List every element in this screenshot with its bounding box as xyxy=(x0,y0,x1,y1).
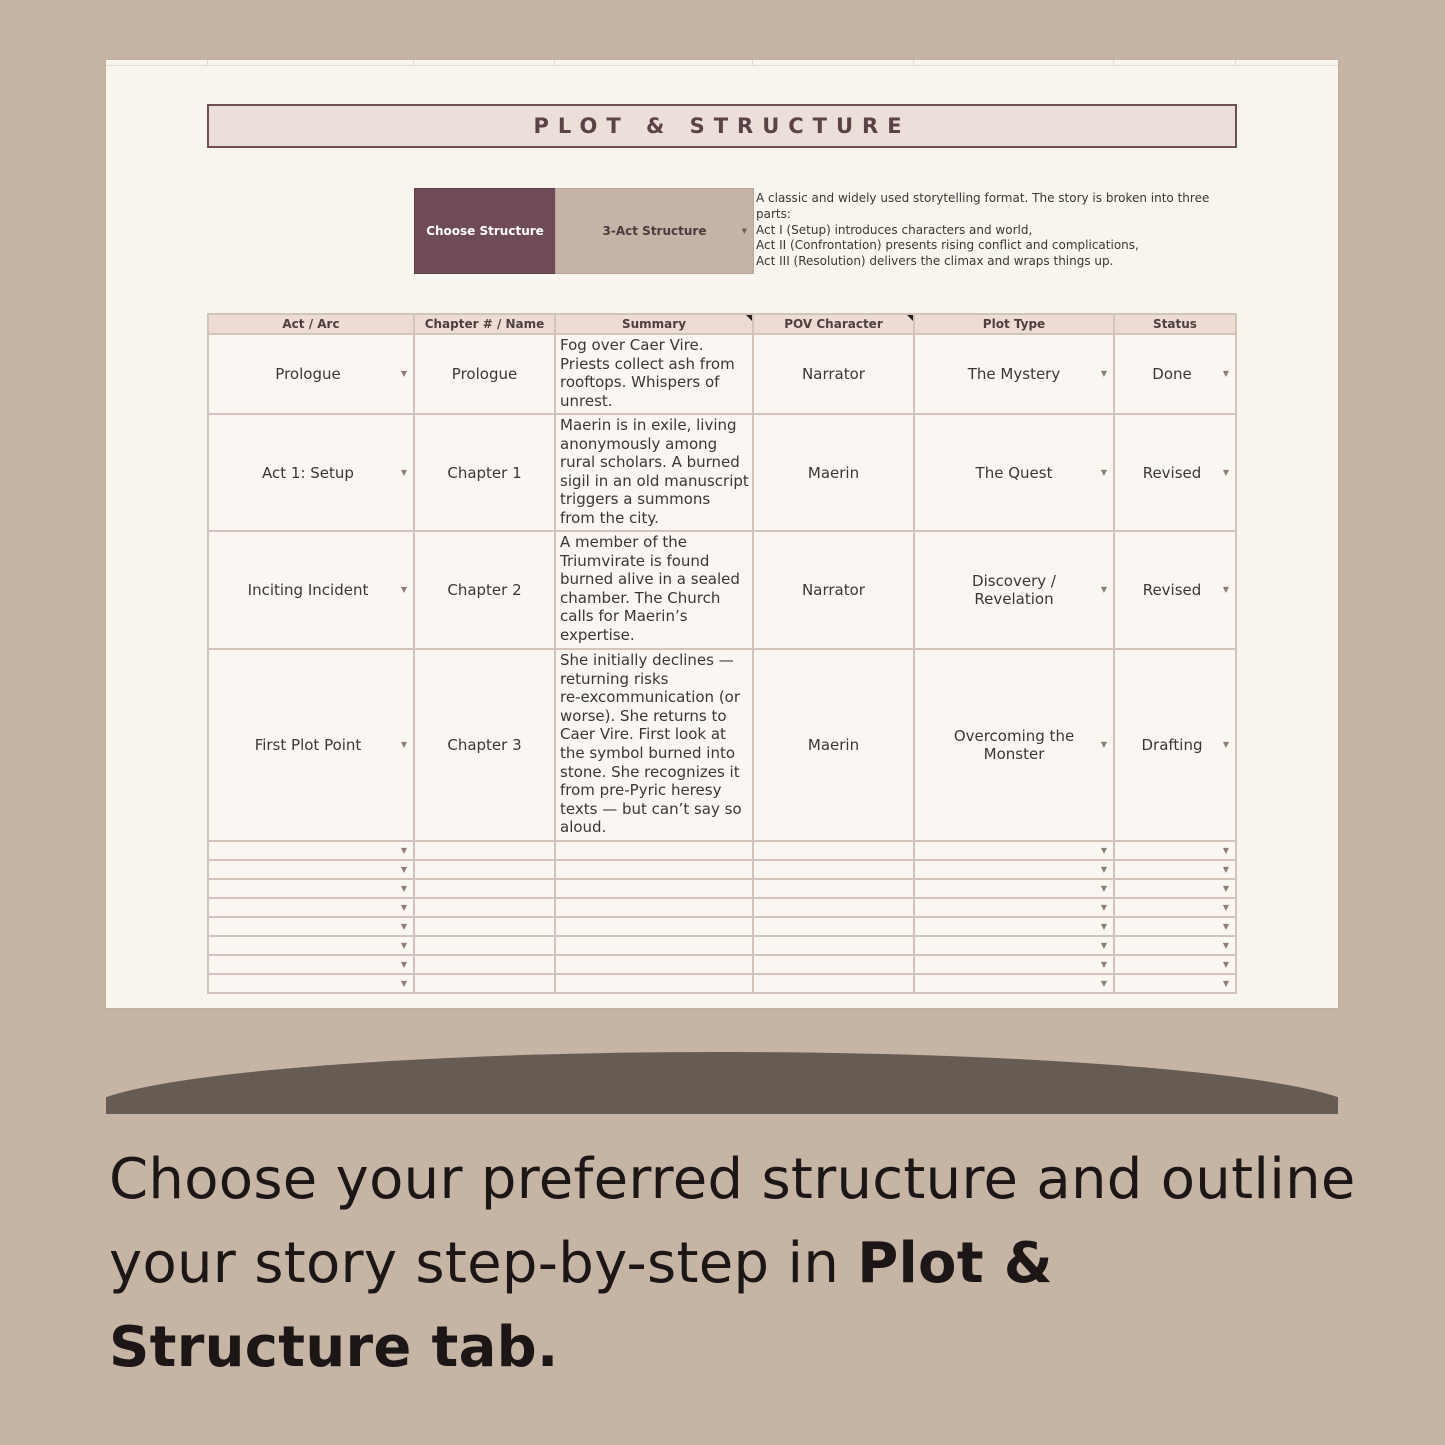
plot-type-value xyxy=(972,572,1056,608)
dropdown-arrow-icon[interactable]: ▼ xyxy=(400,369,407,378)
empty-cell[interactable] xyxy=(414,898,555,917)
empty-cell[interactable] xyxy=(555,936,753,955)
comment-marker-icon xyxy=(746,315,752,321)
status-cell[interactable] xyxy=(1114,531,1236,649)
sheet-shadow xyxy=(106,1004,1338,1114)
summary-line: aloud. xyxy=(560,818,607,837)
status-cell[interactable] xyxy=(1114,334,1236,414)
status-cell[interactable] xyxy=(1114,649,1236,841)
empty-cell[interactable] xyxy=(1114,917,1236,936)
dropdown-arrow-icon[interactable]: ▼ xyxy=(1222,864,1229,874)
empty-cell[interactable] xyxy=(208,841,414,860)
empty-cell[interactable] xyxy=(414,955,555,974)
dropdown-arrow-icon[interactable]: ▼ xyxy=(1100,940,1107,950)
empty-cell[interactable] xyxy=(753,860,914,879)
dropdown-arrow-icon[interactable]: ▼ xyxy=(1222,883,1229,893)
table-row xyxy=(208,414,1236,531)
dropdown-arrow-icon[interactable]: ▼ xyxy=(400,467,407,477)
header-chapter[interactable]: Chapter # / Name xyxy=(414,314,555,334)
dropdown-arrow-icon[interactable]: ▼ xyxy=(1100,921,1107,931)
header-pov[interactable] xyxy=(753,314,914,334)
header-plot-type[interactable]: Plot Type xyxy=(914,314,1114,334)
summary-line: Priests collect ash from xyxy=(560,354,735,373)
empty-cell[interactable] xyxy=(1114,974,1236,993)
summary-cell[interactable] xyxy=(555,334,753,414)
empty-cell[interactable] xyxy=(753,974,914,993)
chapter-cell[interactable]: Chapter 2 xyxy=(414,531,555,649)
page-title-text: PLOT & STRUCTURE xyxy=(533,114,911,138)
summary-line: from the city. xyxy=(560,508,659,527)
empty-cell[interactable] xyxy=(555,955,753,974)
empty-cell[interactable] xyxy=(208,898,414,917)
status-value: Revised xyxy=(1142,463,1202,482)
plot-type-cell[interactable] xyxy=(914,649,1114,841)
status-value: Revised xyxy=(1142,581,1202,599)
comment-marker-icon xyxy=(907,315,913,321)
dropdown-arrow-icon[interactable]: ▼ xyxy=(1100,740,1107,749)
structure-description-line: parts: xyxy=(756,206,791,221)
table-row xyxy=(208,334,1236,414)
dropdown-arrow-icon[interactable]: ▼ xyxy=(400,902,407,912)
empty-cell[interactable] xyxy=(753,879,914,898)
pov-cell[interactable]: Maerin xyxy=(753,414,914,531)
dropdown-arrow-icon[interactable]: ▼ xyxy=(1100,978,1107,988)
summary-line: Fog over Caer Vire. xyxy=(560,336,704,354)
dropdown-arrow-icon[interactable]: ▼ xyxy=(400,864,407,874)
empty-cell[interactable] xyxy=(414,879,555,898)
chapter-cell[interactable]: Prologue xyxy=(414,334,555,414)
summary-line: rooftops. Whispers of xyxy=(560,373,720,392)
dropdown-arrow-icon[interactable]: ▼ xyxy=(1222,740,1229,749)
empty-cell[interactable] xyxy=(208,879,414,898)
status-value: Done xyxy=(1152,365,1192,383)
plot-type-cell[interactable] xyxy=(914,531,1114,649)
empty-cell[interactable] xyxy=(753,917,914,936)
table-row xyxy=(208,649,1236,841)
act-value: Act 1: Setup xyxy=(262,463,354,482)
empty-cell[interactable] xyxy=(914,936,1114,955)
header-summary-label: Summary xyxy=(621,317,687,331)
empty-cell[interactable] xyxy=(414,841,555,860)
pov-cell[interactable]: Maerin xyxy=(753,649,914,841)
summary-line: stone. She recognizes it xyxy=(560,762,740,781)
dropdown-arrow-icon[interactable]: ▼ xyxy=(1222,940,1229,950)
empty-cell[interactable] xyxy=(555,898,753,917)
summary-line: chamber. The Church xyxy=(560,588,721,607)
dropdown-arrow-icon[interactable]: ▼ xyxy=(400,740,407,749)
empty-cell[interactable] xyxy=(1114,860,1236,879)
empty-cell[interactable] xyxy=(914,860,1114,879)
table-row xyxy=(208,531,1236,649)
plot-table xyxy=(207,313,1237,994)
empty-row xyxy=(208,917,1236,936)
dropdown-arrow-icon[interactable]: ▼ xyxy=(1100,959,1107,969)
empty-cell[interactable] xyxy=(753,841,914,860)
empty-cell[interactable] xyxy=(753,936,914,955)
summary-cell[interactable] xyxy=(555,531,753,649)
chapter-cell[interactable]: Chapter 1 xyxy=(414,414,555,531)
caption-bold: Plot & Structure tab. xyxy=(109,1231,1053,1380)
empty-cell[interactable] xyxy=(208,974,414,993)
summary-line: texts — but can’t say so xyxy=(560,799,742,818)
empty-cell[interactable] xyxy=(914,917,1114,936)
summary-cell[interactable] xyxy=(555,414,753,531)
empty-cell[interactable] xyxy=(555,841,753,860)
dropdown-arrow-icon[interactable]: ▼ xyxy=(400,585,407,594)
summary-line: A member of the xyxy=(560,533,688,551)
dropdown-arrow-icon[interactable]: ▼ xyxy=(1222,921,1229,931)
dropdown-arrow-icon[interactable]: ▼ xyxy=(1222,902,1229,912)
caption-text: Choose your preferred structure and outline your story step-by-step in xyxy=(109,1147,1356,1296)
structure-description-line: Act I (Setup) introduces characters and world, xyxy=(756,222,1033,237)
summary-line: rural scholars. A burned xyxy=(560,453,740,472)
spreadsheet-sheet xyxy=(106,60,1338,1008)
act-cell[interactable] xyxy=(208,414,414,531)
dropdown-arrow-icon: ▼ xyxy=(741,227,747,235)
structure-description-line: Act III (Resolution) delivers the climax and wraps things up. xyxy=(756,254,1114,269)
summary-line: Maerin is in exile, living xyxy=(560,416,737,434)
empty-cell[interactable] xyxy=(753,955,914,974)
empty-cell[interactable] xyxy=(208,936,414,955)
header-summary[interactable] xyxy=(555,314,753,334)
chapter-cell[interactable]: Chapter 3 xyxy=(414,649,555,841)
empty-cell[interactable] xyxy=(914,879,1114,898)
dropdown-arrow-icon[interactable]: ▼ xyxy=(1222,845,1229,855)
empty-row xyxy=(208,974,1236,993)
dropdown-arrow-icon[interactable]: ▼ xyxy=(1100,585,1107,594)
plot-type-line: The Mystery xyxy=(967,365,1061,383)
dropdown-arrow-icon[interactable]: ▼ xyxy=(1222,959,1229,969)
empty-row xyxy=(208,898,1236,917)
summary-line: returning risks xyxy=(560,669,669,688)
empty-cell[interactable] xyxy=(914,955,1114,974)
dropdown-arrow-icon[interactable]: ▼ xyxy=(1100,883,1107,893)
plot-type-cell[interactable] xyxy=(914,414,1114,531)
summary-line: expertise. xyxy=(560,625,635,644)
empty-cell[interactable] xyxy=(555,879,753,898)
empty-cell[interactable] xyxy=(208,955,414,974)
dropdown-arrow-icon[interactable]: ▼ xyxy=(1100,467,1107,477)
dropdown-arrow-icon[interactable]: ▼ xyxy=(400,921,407,931)
dropdown-arrow-icon[interactable]: ▼ xyxy=(400,883,407,893)
dropdown-arrow-icon[interactable]: ▼ xyxy=(400,959,407,969)
empty-cell[interactable] xyxy=(1114,898,1236,917)
dropdown-arrow-icon[interactable]: ▼ xyxy=(1100,845,1107,855)
empty-cell[interactable] xyxy=(914,841,1114,860)
empty-row xyxy=(208,860,1236,879)
dropdown-arrow-icon[interactable]: ▼ xyxy=(400,845,407,855)
empty-cell[interactable] xyxy=(1114,936,1236,955)
status-cell[interactable] xyxy=(1114,414,1236,531)
empty-cell[interactable] xyxy=(414,974,555,993)
table-header-row xyxy=(208,314,1236,334)
header-status[interactable]: Status xyxy=(1114,314,1236,334)
empty-cell[interactable] xyxy=(414,936,555,955)
empty-cell[interactable] xyxy=(914,898,1114,917)
page-title xyxy=(207,104,1237,148)
empty-cell[interactable] xyxy=(753,898,914,917)
plot-type-line: The Quest xyxy=(975,463,1053,482)
empty-cell[interactable] xyxy=(555,860,753,879)
empty-cell[interactable] xyxy=(1114,955,1236,974)
plot-type-value xyxy=(976,464,1053,482)
empty-cell[interactable] xyxy=(414,860,555,879)
summary-line: the symbol burned into xyxy=(560,743,736,762)
empty-cell[interactable] xyxy=(208,917,414,936)
structure-dropdown-value: 3-Act Structure xyxy=(602,224,707,238)
summary-line: re-excommunication (or xyxy=(560,688,741,707)
plot-type-line: Overcoming the xyxy=(953,727,1075,745)
plot-type-value xyxy=(968,365,1060,383)
dropdown-arrow-icon[interactable]: ▼ xyxy=(1100,864,1107,874)
dropdown-arrow-icon[interactable]: ▼ xyxy=(1222,585,1229,594)
act-value: Prologue xyxy=(275,365,341,383)
dropdown-arrow-icon[interactable]: ▼ xyxy=(1222,978,1229,988)
dropdown-arrow-icon[interactable]: ▼ xyxy=(1222,369,1229,378)
structure-dropdown[interactable] xyxy=(555,188,754,274)
dropdown-arrow-icon[interactable]: ▼ xyxy=(400,978,407,988)
summary-line: triggers a summons xyxy=(560,490,711,509)
summary-line: She initially declines — xyxy=(560,651,734,669)
empty-row xyxy=(208,841,1236,860)
header-act[interactable]: Act / Arc xyxy=(208,314,414,334)
choose-structure-label: Choose Structure xyxy=(414,188,556,274)
structure-description-line: Act II (Confrontation) presents rising conflict and complications, xyxy=(756,238,1139,253)
empty-row xyxy=(208,879,1236,898)
act-cell[interactable] xyxy=(208,531,414,649)
empty-row xyxy=(208,955,1236,974)
act-value: Inciting Incident xyxy=(247,581,369,599)
empty-cell[interactable] xyxy=(1114,841,1236,860)
dropdown-arrow-icon[interactable]: ▼ xyxy=(1100,902,1107,912)
structure-description-line: A classic and widely used storytelling format. The story is broken into three xyxy=(756,191,1210,205)
structure-description xyxy=(756,191,1246,270)
summary-line: Caer Vire. First look at xyxy=(560,725,726,744)
header-pov-label: POV Character xyxy=(784,317,883,331)
plot-type-line: Monster xyxy=(983,745,1045,763)
act-cell[interactable] xyxy=(208,649,414,841)
empty-cell[interactable] xyxy=(208,860,414,879)
summary-line: calls for Maerin’s xyxy=(560,607,688,626)
empty-cell[interactable] xyxy=(414,917,555,936)
summary-line: unrest. xyxy=(560,391,613,410)
empty-cell[interactable] xyxy=(914,974,1114,993)
column-guides xyxy=(106,60,1338,66)
summary-cell[interactable] xyxy=(555,649,753,841)
caption xyxy=(109,1138,1369,1390)
plot-type-line: Discovery / xyxy=(972,572,1056,590)
dropdown-arrow-icon[interactable]: ▼ xyxy=(1100,369,1107,378)
act-cell[interactable] xyxy=(208,334,414,414)
summary-line: anonymously among xyxy=(560,434,718,453)
summary-line: burned alive in a sealed xyxy=(560,570,740,589)
pov-cell[interactable]: Narrator xyxy=(753,531,914,649)
summary-line: sigil in an old manuscript xyxy=(560,471,749,490)
dropdown-arrow-icon[interactable]: ▼ xyxy=(400,940,407,950)
empty-cell[interactable] xyxy=(1114,879,1236,898)
empty-cell[interactable] xyxy=(555,917,753,936)
act-value: First Plot Point xyxy=(254,736,362,754)
summary-line: worse). She returns to xyxy=(560,706,727,725)
pov-cell[interactable]: Narrator xyxy=(753,334,914,414)
plot-type-line: Revelation xyxy=(974,590,1054,608)
plot-type-value xyxy=(954,727,1074,763)
dropdown-arrow-icon[interactable]: ▼ xyxy=(1222,467,1229,477)
empty-row xyxy=(208,936,1236,955)
plot-type-cell[interactable] xyxy=(914,334,1114,414)
empty-cell[interactable] xyxy=(555,974,753,993)
summary-line: from pre-Pyric heresy xyxy=(560,781,722,800)
status-value: Drafting xyxy=(1141,736,1203,754)
summary-line: Triumvirate is found xyxy=(560,551,710,570)
